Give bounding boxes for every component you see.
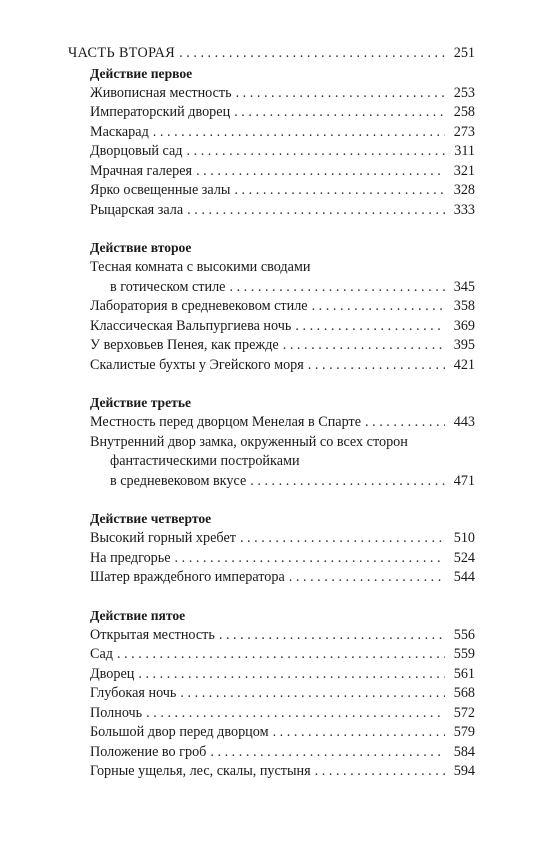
- toc-entry[interactable]: [68, 723, 475, 743]
- entry-title: Открытая местность: [90, 626, 215, 643]
- dot-leader: [117, 645, 445, 665]
- toc-entry[interactable]: [68, 413, 475, 433]
- entry-title: Лаборатория в средневековом стиле: [90, 298, 308, 314]
- entry-title: Дворец: [90, 665, 135, 682]
- page-number: 253: [453, 84, 475, 101]
- toc-entry[interactable]: [68, 103, 475, 123]
- toc-entry[interactable]: [68, 123, 475, 143]
- toc-entry[interactable]: [68, 529, 475, 549]
- entry-title: Живописная местность: [90, 84, 232, 101]
- toc-entry[interactable]: [68, 336, 475, 356]
- entry-title: Мрачная галерея: [90, 162, 193, 179]
- toc-entry[interactable]: [68, 297, 475, 317]
- page-number: 471: [453, 472, 475, 489]
- page-number: 594: [453, 763, 475, 779]
- section-gap: [68, 491, 475, 509]
- act-heading: Действие пятое: [90, 607, 186, 623]
- part-page-number: 251: [453, 45, 475, 61]
- dot-leader: [295, 317, 445, 337]
- toc-entry[interactable]: [68, 568, 475, 588]
- dot-leader: [273, 723, 445, 743]
- entry-title: Ярко освещенные залы: [90, 182, 231, 198]
- toc-entry[interactable]: [68, 356, 475, 376]
- entry-title-line[interactable]: Внутренний двор замка, окруженный со всех сторон: [90, 433, 408, 450]
- dot-leader: [240, 529, 445, 549]
- dot-leader: [179, 44, 445, 64]
- act-heading: Действие второе: [90, 240, 192, 255]
- entry-title: Дворцовый сад: [90, 143, 183, 159]
- dot-leader: [289, 568, 445, 588]
- toc-entry[interactable]: [68, 278, 475, 298]
- dot-leader: [229, 278, 445, 298]
- act-heading: Действие первое: [90, 65, 193, 81]
- page-number: 561: [453, 665, 475, 682]
- dot-leader: [187, 142, 445, 162]
- toc-entry[interactable]: [68, 317, 475, 337]
- toc-entry[interactable]: [68, 665, 475, 685]
- toc-entry[interactable]: [68, 142, 475, 162]
- page-number: 443: [453, 414, 475, 430]
- dot-leader: [250, 472, 445, 492]
- dot-leader: [312, 297, 445, 317]
- dot-leader: [153, 123, 445, 143]
- page-number: 510: [453, 530, 475, 546]
- act-heading: Действие четвертое: [90, 511, 212, 526]
- page-number: 524: [453, 549, 475, 566]
- dot-leader: [308, 356, 445, 376]
- page-number: 345: [453, 278, 475, 295]
- dot-leader: [196, 162, 445, 182]
- entry-title-line[interactable]: Тесная комната с высокими сводами: [90, 259, 311, 275]
- entry-title: Большой двор перед дворцом: [90, 724, 269, 740]
- act-heading: Действие третье: [90, 395, 192, 410]
- entry-title-line[interactable]: фантастическими постройками: [110, 453, 300, 469]
- dot-leader: [236, 84, 445, 104]
- page-number: 311: [454, 143, 475, 159]
- page-number: 556: [453, 626, 475, 643]
- page-number: 333: [453, 201, 475, 218]
- dot-leader: [138, 665, 445, 685]
- entry-title: Местность перед дворцом Менелая в Спарте: [90, 414, 362, 430]
- entry-title: На предгорье: [90, 549, 171, 566]
- entry-title: Полночь: [90, 704, 143, 721]
- dot-leader: [365, 413, 445, 433]
- entry-title: Сад: [90, 646, 113, 662]
- entry-title: Скалистые бухты у Эгейского моря: [90, 356, 304, 373]
- toc-entry[interactable]: [68, 201, 475, 221]
- section-gap: [68, 375, 475, 393]
- dot-leader: [283, 336, 445, 356]
- page-number: 358: [453, 298, 475, 314]
- page-number: 395: [453, 337, 475, 353]
- dot-leader: [146, 704, 445, 724]
- dot-leader: [175, 549, 445, 569]
- page-number: 258: [453, 104, 475, 120]
- toc-entry[interactable]: [68, 743, 475, 763]
- entry-title: Маскарад: [90, 123, 149, 140]
- toc-entry[interactable]: [68, 549, 475, 569]
- toc-part-entry[interactable]: [68, 44, 475, 64]
- entry-title: Высокий горный хребет: [90, 530, 236, 546]
- dot-leader: [234, 181, 445, 201]
- toc-entry[interactable]: [68, 84, 475, 104]
- dot-leader: [210, 743, 445, 763]
- page-number: 273: [453, 123, 475, 140]
- entry-title: У верховьев Пенея, как прежде: [90, 337, 279, 353]
- entry-title: Шатер враждебного императора: [90, 569, 285, 585]
- entry-title: Императорский дворец: [90, 104, 231, 120]
- entry-title: Глубокая ночь: [90, 685, 177, 701]
- page-number: 421: [453, 356, 475, 373]
- dot-leader: [219, 626, 445, 646]
- page-number: 321: [453, 162, 475, 179]
- entry-title: Положение во гроб: [90, 743, 207, 760]
- entry-title: в готическом стиле: [110, 278, 226, 295]
- page-number: 544: [453, 569, 475, 585]
- dot-leader: [315, 762, 445, 782]
- toc-entry[interactable]: [68, 626, 475, 646]
- table-of-contents: [68, 44, 475, 782]
- toc-entry[interactable]: [68, 704, 475, 724]
- toc-entry[interactable]: [68, 472, 475, 492]
- toc-entry[interactable]: [68, 684, 475, 704]
- page-number: 568: [453, 685, 475, 701]
- page-number: 369: [453, 317, 475, 334]
- entry-title: Рыцарская зала: [90, 201, 184, 218]
- toc-entry[interactable]: [68, 162, 475, 182]
- page-number: 572: [453, 704, 475, 721]
- toc-entry[interactable]: [68, 645, 475, 665]
- entry-title: Классическая Вальпургиева ночь: [90, 317, 292, 334]
- dot-leader: [187, 201, 445, 221]
- part-title: ЧАСТЬ ВТОРАЯ: [68, 45, 176, 61]
- dot-leader: [180, 684, 445, 704]
- toc-entry[interactable]: [68, 762, 475, 782]
- page-number: 584: [453, 743, 475, 760]
- entry-title: Горные ущелья, лес, скалы, пустыня: [90, 763, 311, 779]
- toc-entry[interactable]: [68, 181, 475, 201]
- entry-title: в средневековом вкусе: [110, 472, 247, 489]
- page-number: 559: [453, 646, 475, 662]
- dot-leader: [234, 103, 445, 123]
- page-number: 579: [453, 724, 475, 740]
- page-number: 328: [453, 182, 475, 198]
- section-gap: [68, 588, 475, 606]
- section-gap: [68, 220, 475, 238]
